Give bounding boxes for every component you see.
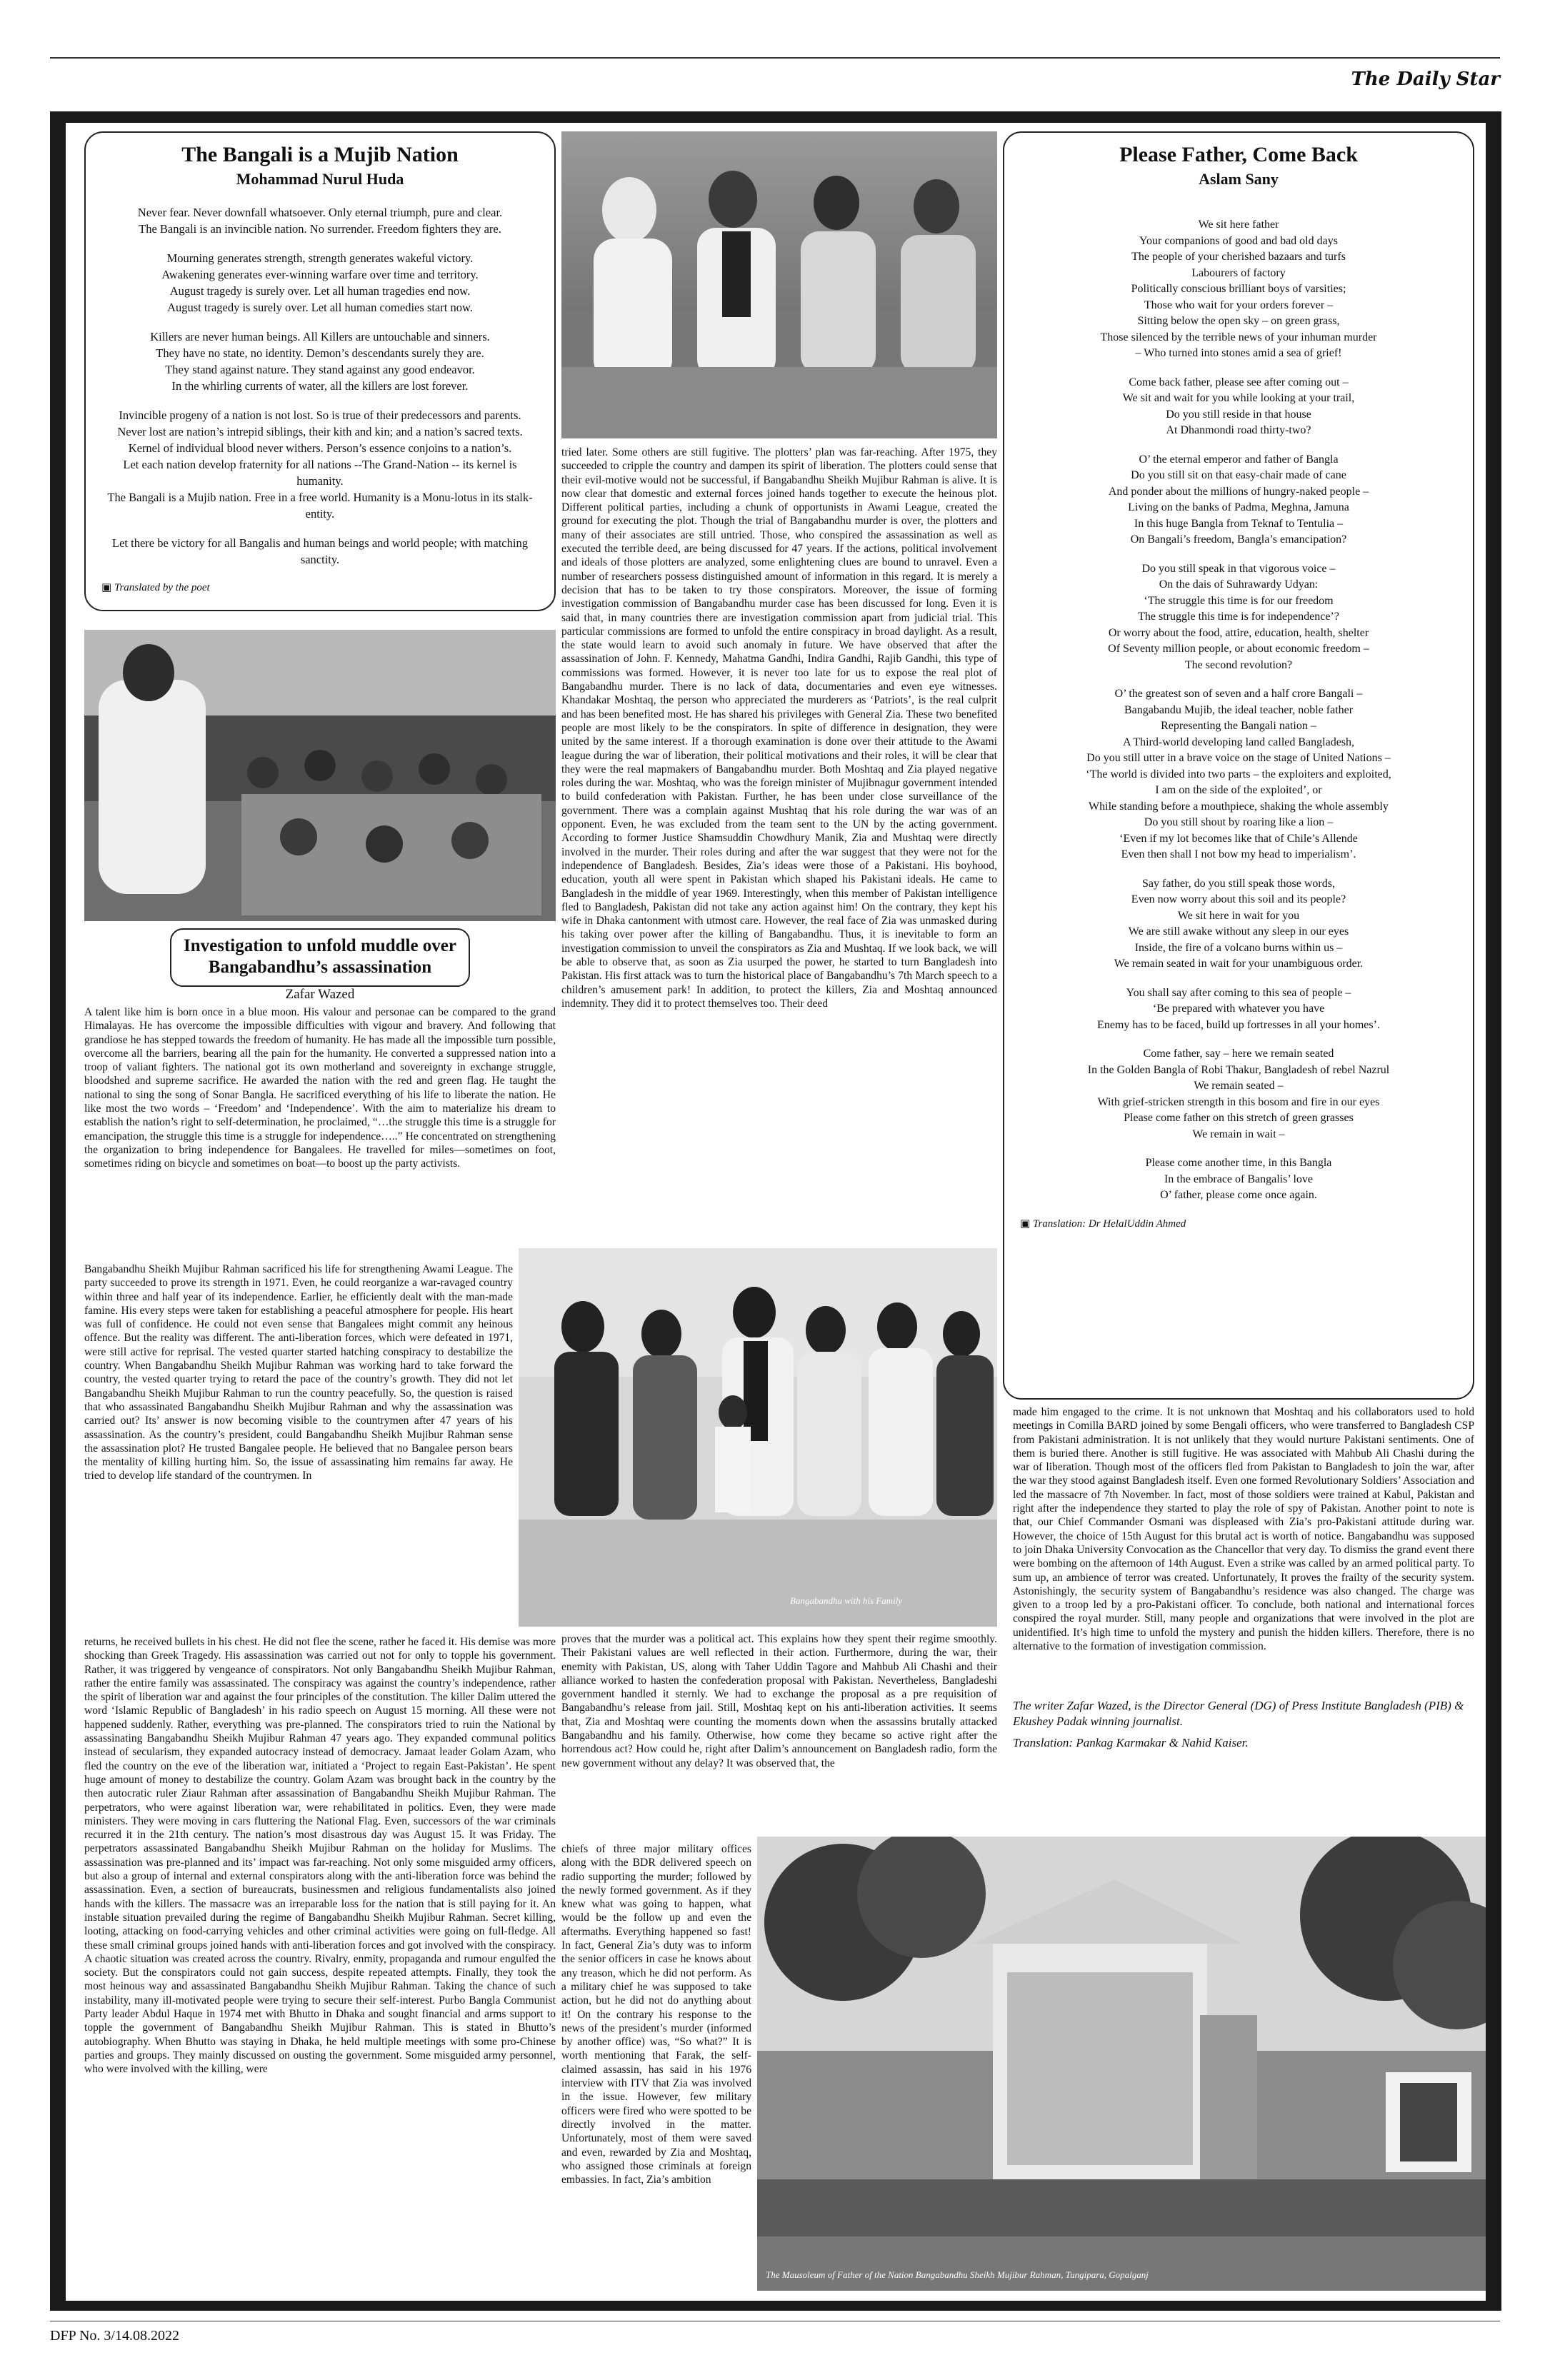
article-col1-bottom-text: returns, he received bullets in his chest. He did not flee the scene, rather he faced it. His demise was more shocking than Greek Tragedy. His assassination was carried out not for only to topple his government. Rather, it was triggered by vengeance of conspirators. Not only Bangabandhu Sheikh Mujibur Rahman, rather the entire family was assassinated. The conspiracy was against the country’s independence, rather the spirit of liberation war and against the four principles of the constitution. The killer Dalim uttered the word ‘Islamic Republic of Bangladesh’ in his radio speech on August 15 morning. All these were not happened suddenly. Rather, everything was pre-planned. The conspirators tried to ruin the National by assassinating Bangabandhu Sheikh Mujibur Rahman 47 years ago. They expanded communal politics instead of secularism, they expanded autocracy instead of democracy. Jamaat leader Golam Azam, who fled the country on the eve of the liberation war, initiated a ‘Project to regain East-Pakistan’. He spent huge amount of money to destabilize the country. Golam Azam was brought back in the country by the then autocratic ruler Ziaur Rahman after assassination of Bangabandhu Sheikh Mujibur Rahman. The perpetrators, who were against liberation war, were rehabilitated in politics. Even, they were made ministers. They were moving in cars fluttering the National Flag. Even, successors of the war criminals recurred it in the 21th century. The nation’s most disastrous day was August 15. It was Friday. The perpetrators assassinated Bangabandhu Sheikh Mujibur Rahman on the holiday for Muslims. The assassination was pre-planned and its’ impact was far-reaching. Not only some misguided army officers, but also a group of internal and external conspirators along with the anti-liberation force was behind the assassination. Even, a section of bureaucrats, businessmen and religious fundamentalists also joined hands with the killers. The massacre was an irreparable loss for the nation that is still paying for it. An instable situation prevailed during the regime of Bangabandhu Sheikh Mujibur Rahman. Secret killing, looting, attacking on food-carrying vehicles and other criminal activities were going on full-fledge. All these small criminal groups joined hands with anti-liberation forces and got involved with the conspiracy. A chaotic situation was created across the country. Rivalry, enmity, propaganda and rumour engulfed the society. But the conspirators could not gain success, despite repeated attempts. Finally, they took the most heinous way and assassinated Bangabandhu Sheikh Mujibur Rahman. Taking the chance of such instability, many ill-motivated people were trying to secure their self-interest. Purbo Bangla Communist Party leader Abdul Haque in 1974 met with Bhutto in Dhaka and sought financial and arms support to topple the government of Bangabandhu Sheikh Mujibur Rahman. This is stated in Bhutto’s autobiography. When Bhutto was staying in Dhaka, he held multiple meetings with some pro-Chinese parties and groups. They mainly discussed on ousting the government. Some misguided army personnel, who were involved with the killing, were	[84, 1636, 556, 2076]
poem2-line: Come back father, please see after coming out –	[1129, 376, 1349, 388]
poem1-credit-text: Translated by the poet	[114, 582, 210, 593]
poem1-line: They stand against nature. They stand against any good endeavor.	[165, 363, 475, 376]
poem1-line: Let each nation develop fraternity for all nations --The Grand-Nation -- its kernel is humanity.	[123, 458, 517, 488]
article-col2-bottom-wide	[561, 1632, 997, 1839]
article-col1-narrow-text: Bangabandhu Sheikh Mujibur Rahman sacrificed his life for strengthening Awami League. The party succeeded to prove its strength in 1971. Even, he could reorganize a war-ravaged country within three and half year of its independence. Earlier, he efficiently dealt with the man-made famine. His every steps were taken for establishing a peaceful atmosphere for people. His heart was full of confidence. He could not even sense that Bangalees might commit any heinous offence. But the reality was different. The anti-liberation forces, which were defeated in 1971, were still active for reprisal. The vested quarter started hatching conspiracy to destabilize the country. When Bangabandhu Sheikh Mujibur Rahman was working hard to take forward the country, the vested quarter trying to retard the pace of the country’s growth. They did not let Bangabandhu Sheikh Mujibur Rahman to run the country peacefully. So, the question is raised that who assassinated Bangabandhu Sheikh Mujibur Rahman and why the assassination was carried out? Its’ answer is now becoming visible to the countrymen after 47 years of his assassination. As the country’s president, could Bangabandhu Sheikh Mujibur Rahman sense the assassination plot? He trusted Bangalee people. He believed that no Bangalee person bears the mentality of killing hurting him. So, the issue of assassinating him remains far away. He tried to develop life standard of the countrymen. In	[84, 1263, 513, 1482]
poem2-box	[1003, 131, 1474, 1400]
article-col1-top	[84, 1005, 556, 1262]
poem2-line: In this huge Bangla from Teknaf to Tentulia –	[1134, 517, 1344, 530]
poem2-stanza	[1020, 561, 1457, 674]
poem2-stanza	[1020, 375, 1457, 439]
poem2-line: We sit here in wait for you	[1177, 909, 1300, 922]
article-col1-bottom	[84, 1635, 556, 2285]
poem1-line: Mourning generates strength, strength generates wakeful victory.	[166, 251, 474, 265]
poem1-line: In the whirling currents of water, all the killers are lost forever.	[171, 379, 469, 393]
poem2-line: Of Seventy million people, or about economic freedom –	[1108, 643, 1369, 655]
poem2-line: The struggle this time is for independence’?	[1138, 611, 1339, 623]
poem2-line: A Third-world developing land called Bangladesh,	[1122, 735, 1355, 748]
poem2-stanza	[1020, 217, 1457, 362]
poem2-line: Living on the banks of Padma, Meghna, Jamuna	[1128, 501, 1349, 513]
poem2-stanza	[1020, 1155, 1457, 1204]
article-headline-box	[170, 928, 470, 987]
poem2-stanza	[1020, 876, 1457, 973]
poem2-line: The people of your cherished bazaars and turfs	[1131, 251, 1346, 263]
poem2-line: Say father, do you still speak those words,	[1142, 877, 1335, 890]
poem2-line: We sit here father	[1198, 219, 1279, 231]
poem2-line: We remain seated in wait for your unambiguous order.	[1114, 958, 1364, 970]
poem2-line: Even then shall I not bow my head to imperialism’.	[1121, 848, 1356, 860]
article-col1-narrow	[84, 1262, 513, 1634]
poem1-credit: ▣ Translated by the poet	[101, 582, 210, 593]
poem2-line: Bangabandu Mujib, the ideal teacher, noble father	[1124, 703, 1354, 716]
article-title-line2: Bangabandhu’s assassination	[208, 958, 432, 977]
poem2-stanza	[1020, 452, 1457, 548]
masthead-logo: The Daily Star	[1351, 69, 1500, 90]
author-note: The writer Zafar Wazed, is the Director General (DG) of Press Institute Bangladesh (PIB) & Ekushey Padak winning journalist.	[1013, 1699, 1464, 1728]
poem2-line: Representing the Bangali nation –	[1161, 720, 1316, 732]
photo-family	[519, 1248, 997, 1627]
poem2-line: You shall say after coming to this sea of people –	[1126, 986, 1351, 999]
poem2-line: Those who wait for your orders forever –	[1144, 298, 1334, 311]
poem1-stanza	[101, 204, 539, 237]
article-col1-top-text: A talent like him is born once in a blue moon. His valour and personae can be compared to the grand Himalayas. He has overcome the impossible difficulties with vigour and bravery. And following that grandiose he has stepped towards the freedom of humanity. He has made all the impossible turn possible, overcome all the barriers, bearing all the pain for the humanity. He converted a suppressed nation into a troop of valiant fighters. The national got its own motherland and sovereignty in exchange struggle, bloodshed and supreme sacrifice. He awarded the nation with the red and green flag. He taught the national to sing the song of Sonar Bangla. He sacrificed everything of his life to liberate the nation. He like most the two words – ‘Freedom’ and ‘Independence’. With the aim to materialize his dream to establish the nation’s right to self-determination, he proclaimed, “…the struggle this time is a struggle for emancipation, the struggle this time is a struggle for independence…..” He concentrated on strengthening the organization to bring independence for Bangalees. He travelled for miles—sometimes on foot, sometimes riding on bicycle and sometimes on boat—to boost up the party activists.	[84, 1006, 556, 1170]
poem2-body	[1020, 217, 1457, 1204]
poem1-author: Mohammad Nurul Huda	[236, 170, 404, 188]
poem2-line: Do you still sit on that easy-chair made of cane	[1131, 469, 1346, 481]
poem2-line: I am on the side of the exploited’, or	[1155, 784, 1322, 796]
poem2-line: With grief-stricken strength in this bosom and fire in our eyes	[1097, 1095, 1380, 1108]
poem2-stanza	[1020, 985, 1457, 1034]
poem1-line: The Bangali is a Mujib nation. Free in a free world. Humanity is a Monu-lotus in its stalk-entity.	[107, 491, 533, 521]
poem2-line: Inside, the fire of a volcano burns within us –	[1134, 941, 1343, 954]
poem2-line: And ponder about the millions of hungry-naked people –	[1108, 485, 1369, 498]
poem2-line: ‘The world is divided into two parts – the exploiters and exploited,	[1086, 768, 1391, 780]
translator-note: Translation: Pankag Karmakar & Nahid Kaiser.	[1013, 1736, 1249, 1749]
poem2-line: We are still awake without any sleep in our eyes	[1128, 925, 1349, 938]
article-col2-top	[561, 446, 997, 1244]
poem2-line: O’ the greatest son of seven and a half crore Bangali –	[1114, 688, 1363, 700]
poem2-line: We remain in wait –	[1192, 1128, 1285, 1140]
poem1-line: Let there be victory for all Bangalis and human beings and world people; with matching sanctity.	[112, 536, 528, 566]
poem2-line: Labourers of factory	[1191, 266, 1286, 279]
caption-mausoleum: The Mausoleum of Father of the Nation Bangabandhu Sheikh Mujibur Rahman, Tungipara, Gopalganj	[766, 2269, 1149, 2280]
poem2-line: Sitting below the open sky – on green grass,	[1137, 315, 1340, 327]
article-col2-bottom-narrow-text: chiefs of three major military offices along with the BDR delivered speech on radio supporting the murder; followed by the newly formed government. As if they knew what was going to happen, what would be the follow up and even the aftermaths. Everything happened so fast! In fact, General Zia’s duty was to inform the senior officers in case he knows about any treason, which he did not perform. As a military chief he was supposed to take action, but he did not do anything about it! On the contrary his response to the news of the president’s murder (informed by another office) was, “So what?” It is worth mentioning that Farak, the self-claimed assassin, has said in his 1976 interview with ITV that Zia was involved in the issue. However, few military officers were fired who were spotted to be directly involved in the matter. Unfortunately, most of them were saved and even, rewarded by Zia and Moshtaq, who assigned those criminals at foreign embassies. In fact, Zia’s ambition	[561, 1843, 751, 2186]
poem2-credit-text: Translation: Dr HelalUddin Ahmed	[1032, 1217, 1186, 1230]
poem1-body	[101, 204, 539, 568]
article-col2-bottom-wide-text: proves that the murder was a political act. This explains how they spent their regime smoothly. Their Pakistani values are well reflected in their action. Furthermore, during the war, their enemity with Pakistan, US, along with Taher Uddin Tagore and Mahbub Ali Chashi and their alliance worked to hasten the confederation proposal with Pakistan. Nevertheless, Bangladeshi government handled it sternly. We had to exchange the proposal as a pre requisition of Bangabandhu’s release from jail. Still, Moshtaq kept on his anti-liberation activities. It seems that, Zia and Moshtaq were counting the moments down when the assassins brutally attacked Bangabandhu and his family. Otherwise, how come they became so active right after the horrendous act? How could he, right after Dalim’s announcement on Bangladesh radio, form the new government without any delay? It was observed that, the	[561, 1633, 997, 1769]
poem2-line: We sit and wait for you while looking at your trail,	[1122, 392, 1355, 404]
photo-mausoleum	[757, 1837, 1486, 2291]
footer-dfp: DFP No. 3/14.08.2022	[50, 2328, 179, 2344]
poem1-title: The Bangali is a Mujib Nation	[181, 143, 459, 166]
poem1-line: Invincible progeny of a nation is not lost. So is true of their predecessors and parents.	[119, 408, 521, 422]
poem2-title: Please Father, Come Back	[1119, 143, 1358, 166]
photo-mausoleum-image	[757, 1837, 1486, 2291]
photo-seated-group-image	[561, 131, 997, 438]
poem2-line: We remain seated –	[1194, 1080, 1284, 1092]
poem1-line: Kernel of individual blood never withers. Person’s essence conjoins to a nation’s.	[128, 441, 512, 455]
poem2-line: ‘Even if my lot becomes like that of Chile’s Allende	[1119, 832, 1358, 845]
poem2-line: Do you still speak in that vigorous voice –	[1141, 562, 1336, 575]
article-col2-top-text: tried later. Some others are still fugitive. The plotters’ plan was far-reaching. After 1975, they succeeded to cripple the country and dampen its spirit of liberation. The plotters could sense that their evil-motive would not be successful, if Bangabandhu Sheikh Mujibur Rahman is alive. It is now clear that domestic and external forces joined hands together to execute the heinous plot. Different political parties, including a chunk of opportunists in Awami League, created the ground for executing the plot. Though the trial of Bangabandhu murder is over, the plotters and many of their associates are still untried. Those, who conspired the assassination as well as executed the terrible deed, are being discussed for 47 years. If the actions, political involvement and ideals of those plotters are analyzed, some enlightening clues are bound to unravel. Even a number of researchers possess distinguished amount of information in this regard. It is merely a decision that has to be taken to try those conspirators. Moreover, the issue of forming investigation commission of Bangabandhu murder case has been discussed for long. Even it is said that, in many countries there are investigation commission apart from judicial trial. This particular commissions are formed to unfold the entire conspiracy in broad daylight. As a result, the state would learn to avoid such anomaly in future. We have observed that after the assassination of John. F. Kennedy, Mahatma Gandhi, Indira Gandhi, Rajib Gandhi, this type of commissions was formed. However, it is never too late for us to expose the real plot of Bangabandhu murder. There is no lack of data, documentaries and even eye witnesses. Khandakar Moshtaq, the person who appreciated the murderers as ‘Patriots’, is the real culprit and has been benefited most. He has shared his privileges with General Zia. These two benefited people are most likely to be the conspirators. In spite of difference in designation, they were united by the same interest. If a thorough examination is done over their attitude to the Awami league during the war of liberation, their political motivations and their roles, it will be clear that they were the real mapmakers of Bangabandhu murder. Both Moshtaq and Zia played negative roles during the war. Moshtaq, who was the foreign minister of Mujibnagur government intended to build confederation with Pakistan. Further, he has been under close surveillance of the government. There was a complain against Mushtaq that his role during the war was of an opponent. Even, he was excluded from the team sent to the UN by the acting government. According to former Justice Shamsuddin Chowdhury Manik, Zia and Mushtaq were directly involved in the murder. Their roles during and after the war suggest that they were not for the independence of Bangladesh. Besides, Zia’s ideas were those of a Pakistani. His boyhood, education, youth all were spent in Pakistan which shaped his Pakistani ideals. He came to Bangladesh in the middle of year 1969. Interestingly, when this member of Pakistan intelligence fled to Bangladesh, Pakistan did not take any action against him! On the contrary, they kept his wife in Dhaka cantonment with utmost care. However, the real face of Zia was unmasked during his taking over power after the killing of Bangabandhu. Thus, it is inevitable to form an investigation commission to unveil the conspirators as Zia and Mushtaq. If we look back, we will be able to observe that, as soon as Zia usurped the power, he started to turn Bangladesh into Pakistan. His first attack was to turn the historical place of Bangabandhu’s 7th March speech to a children’s amusement park! In addition, to protect the killers, Zia and Moshtaq announced indemnity. They did it to protect themselves too. Their deed	[561, 446, 997, 1010]
top-rule	[50, 57, 1500, 59]
poem2-line: At Dhanmondi road thirty-two?	[1166, 424, 1311, 436]
article-col2-bottom-narrow	[561, 1842, 751, 2285]
poem2-line: – Who turned into stones amid a sea of grief!	[1135, 347, 1342, 359]
poem2-line: Or worry about the food, attire, education, health, shelter	[1108, 626, 1369, 639]
poem2-stanza	[1020, 686, 1457, 863]
article-col3-text: made him engaged to the crime. It is not unknown that Moshtaq and his collaborators used to hold meetings in Comilla BARD joined by some Bengali officers, who were transferred to Bangladesh CSP from Pakistani administration. It is not unlikely that they would nurture Pakistani sentiments. One of them is buried there. Another is still fugitive. He was associated with Mahbub Ali Chashi during the war of liberation. Though most of the officers fled from Pakistan to Bangladesh to join the war, after the war they stood against Bangladesh itself. Even one formed Revolutionary Soldiers’ Association and led the massacre of 7th November. In fact, most of those soldiers were trained at Kabul, Pakistan and right after the independence they started to play the role of spy of Pakistan. Another point to note is that, our Chief Commander Osmani was displeased with Zia’s pro-Pakistani attitude during war. However, the choice of 15th August for this brutal act is worth of notice. Bangabandhu was supposed to join Dhaka University Convocation as the Chancellor that very day. To dismiss the grand event there were bombing on the afternoon of 14th August. Even a strike was called by an armed political party. To sum up, an ambience of terror was created. Unfortunately, It proves the frailty of the security system. Astonishingly, the security system of Bangabandhu’s residence was also changed. The charge was given to a troop led by a pro-Pakistani officer. To conclude, both national and international forces conspired the royal murder. Still, many people and organizations that were involved in the plot are unidentified. It’s high time to unfold the mystery and punish the hidden killers. Therefore, there is no alternative to the formation of investigation commission.	[1013, 1406, 1474, 1653]
poem1-stanza	[101, 535, 539, 568]
poem1-line: Never lost are nation’s intrepid siblings, their kith and kin; and a nation’s sacred texts.	[117, 425, 523, 438]
caption-family: Bangabandhu with his Family	[790, 1595, 903, 1606]
poem1-stanza	[101, 407, 539, 522]
photo-crowd	[84, 630, 556, 921]
poem1-box	[84, 131, 556, 611]
poem2-line: Enemy has to be faced, build up fortresses in all your homes’.	[1097, 1018, 1380, 1031]
poem2-line: On Bangali’s freedom, Bangla’s emancipation?	[1130, 533, 1347, 546]
photo-family-image	[519, 1248, 997, 1627]
poem1-line: The Bangali is an invincible nation. No surrender. Freedom fighters they are.	[139, 222, 501, 236]
poem2-line: O’ father, please come once again.	[1160, 1189, 1317, 1201]
poem2-author: Aslam Sany	[1199, 170, 1279, 188]
poem2-line: ‘Be prepared with whatever you have	[1152, 1003, 1325, 1015]
poem2-line: Please come another time, in this Bangla	[1145, 1157, 1332, 1169]
poem2-line: Your companions of good and bad old days	[1139, 234, 1338, 247]
poem1-line: Awakening generates ever-winning warfare over time and territory.	[161, 268, 479, 281]
poem2-line: In the embrace of Bangalis’ love	[1164, 1173, 1314, 1185]
poem2-line: Even now worry about this soil and its people?	[1131, 893, 1346, 905]
photo-crowd-image	[84, 630, 556, 921]
poem2-line: O’ the eternal emperor and father of Bangla	[1139, 453, 1339, 466]
poem1-line: August tragedy is surely over. Let all human tragedies end now.	[169, 284, 471, 298]
poem2-line: The second revolution?	[1184, 658, 1293, 671]
poem2-line: Those silenced by the terrible news of your inhuman murder	[1100, 331, 1377, 343]
article-author: Zafar Wazed	[285, 987, 355, 1002]
article-col3	[1013, 1405, 1474, 1691]
poem2-line: Do you still shout by roaring like a lion –	[1144, 816, 1334, 828]
poem1-stanza	[101, 328, 539, 394]
poem2-line: Do you still reside in that house	[1166, 408, 1311, 421]
poem2-stanza	[1020, 1046, 1457, 1143]
poem1-line: Killers are never human beings. All Killers are untouchable and sinners.	[150, 330, 490, 343]
poem1-line: August tragedy is surely over. Let all human comedies start now.	[167, 301, 473, 314]
poem1-stanza	[101, 250, 539, 316]
poem2-line: In the Golden Bangla of Robi Thakur, Bangladesh of rebel Nazrul	[1087, 1063, 1390, 1076]
poem1-line: Never fear. Never downfall whatsoever. Only eternal triumph, pure and clear.	[137, 206, 503, 219]
poem2-line: Politically conscious brilliant boys of varsities;	[1131, 283, 1346, 295]
poem2-line: Come father, say – here we remain seated	[1143, 1048, 1334, 1060]
poem2-line: On the dais of Suhrawardy Udyan:	[1159, 578, 1319, 591]
poem2-line: ‘The struggle this time is for our freedom	[1144, 594, 1334, 607]
poem2-line: Please come father on this stretch of green grasses	[1124, 1112, 1354, 1124]
photo-seated-group	[561, 131, 997, 438]
poem1-line: They have no state, no identity. Demon’s descendants surely they are.	[156, 346, 484, 360]
article-title-line1: Investigation to unfold muddle over	[184, 936, 456, 955]
poem2-line: Do you still utter in a brave voice on the stage of United Nations –	[1086, 752, 1391, 764]
poem2-credit: ▣ Translation: Dr HelalUddin Ahmed	[1020, 1217, 1186, 1230]
poem2-line: While standing before a mouthpiece, shaking the whole assembly	[1089, 800, 1389, 813]
